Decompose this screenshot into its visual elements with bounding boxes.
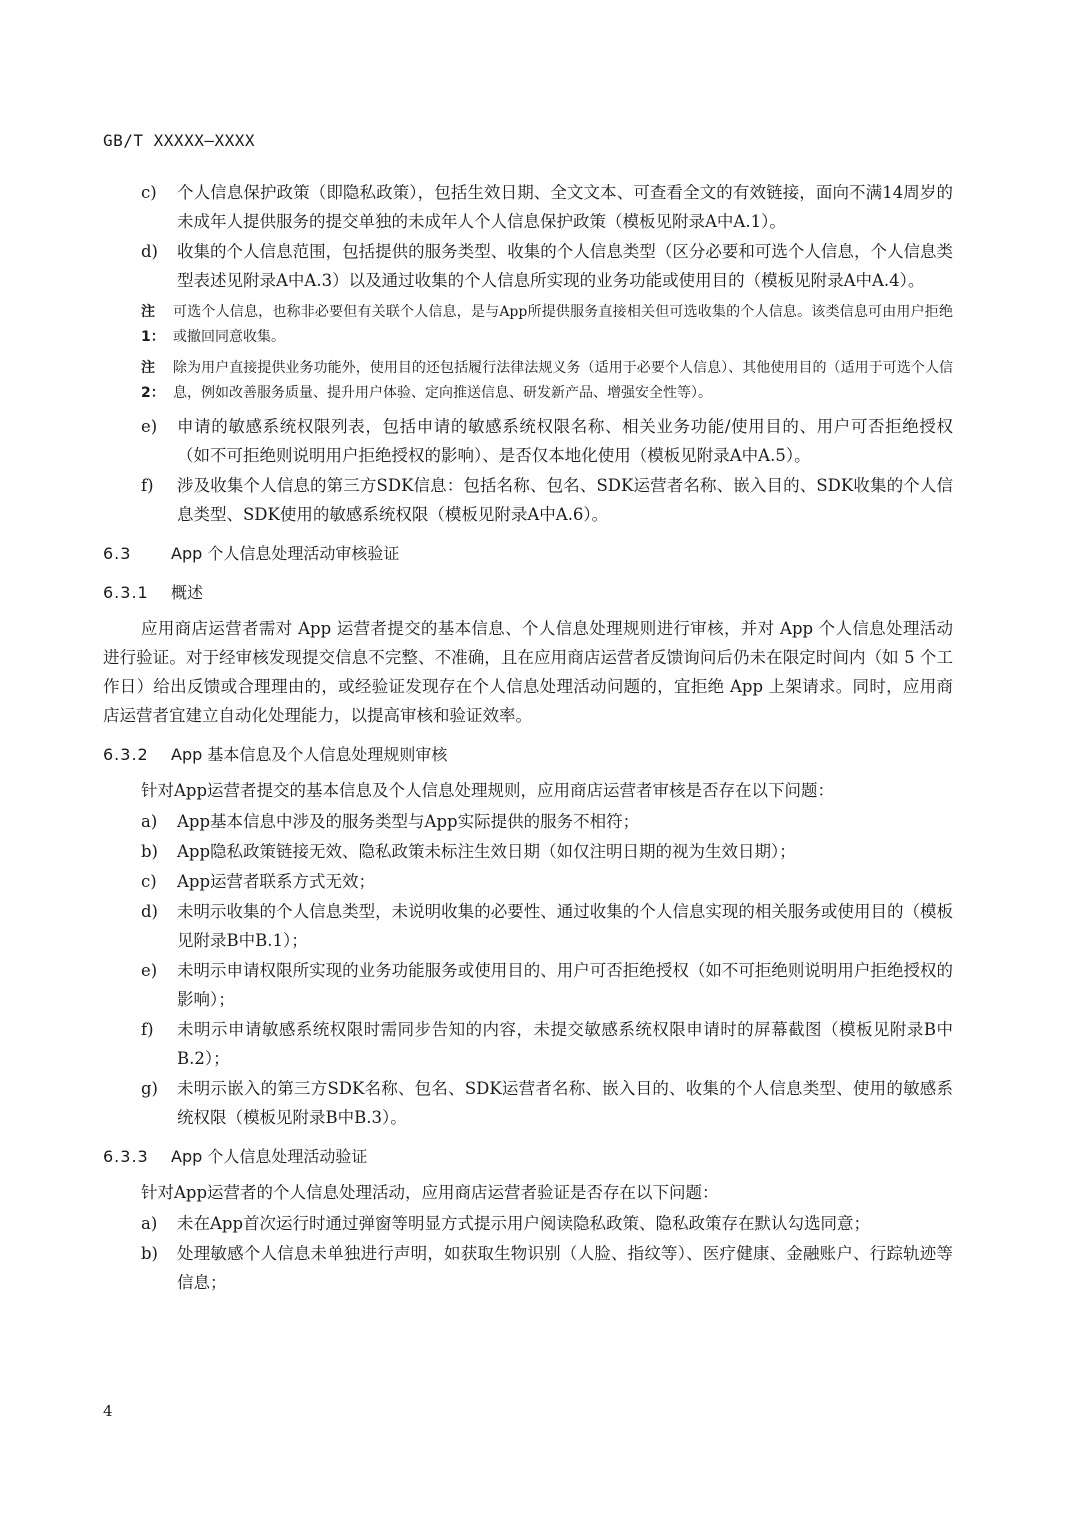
section-title: 概述 [171,583,204,602]
section-number: 6.3.1 [103,583,149,602]
list-text: 处理敏感个人信息未单独进行声明，如获取生物识别（人脸、指纹等）、医疗健康、金融账户、行踪轨迹等信息； [177,1244,953,1292]
list-text: 未明示收集的个人信息类型，未说明收集的必要性、通过收集的个人信息实现的相关服务或使用目的（模板见附录B中B.1）； [177,902,953,950]
list-item [103,837,953,866]
list-label: b) [141,1244,158,1263]
list-text: 涉及收集个人信息的第三方SDK信息：包括名称、包名、SDK运营者名称、嵌入目的、SDK收集的个人信息类型、SDK使用的敏感系统权限（模板见附录A中A.6）。 [177,476,953,524]
list-item [103,956,953,1014]
list-item [103,178,953,236]
paragraph-overview: 应用商店运营者需对 App 运营者提交的基本信息、个人信息处理规则进行审核，并对 App 个人信息处理活动进行验证。对于经审核发现提交信息不完整、不准确，且在应用商店运营者反馈询问后仍未在限定时间内（如 5 个工作日）给出反馈或合理理由的，或经验证发现存在个人信息处理活动问题的，宜拒绝 App 上架请求。同时，应用商店运营者宜建立自动化处理能力，以提高审核和验证效率。 [103,619,953,725]
note-1 [103,300,953,350]
list-label: e) [141,417,158,436]
list-item [103,1239,953,1297]
list-label: f) [141,1020,154,1039]
standard-code-header: GB/T XXXXX—XXXX [103,131,255,150]
list-label: d) [141,902,158,921]
list-label: a) [141,1214,158,1233]
note-text: 可选个人信息，也称非必要但有关联个人信息，是与App所提供服务直接相关但可选收集的个人信息。该类信息可由用户拒绝或撤回同意收集。 [173,304,953,345]
list-label: c) [141,872,157,891]
list-text: App隐私政策链接无效、隐私政策未标注生效日期（如仅注明日期的视为生效日期）； [177,842,796,861]
list-text: App运营者联系方式无效； [177,872,376,891]
list-item [103,1074,953,1132]
list-item [103,412,953,470]
list-text: 未明示嵌入的第三方SDK名称、包名、SDK运营者名称、嵌入目的、收集的个人信息类型、使用的敏感系统权限（模板见附录B中B.3）。 [177,1079,953,1127]
list-label: c) [141,183,157,202]
list-label: b) [141,842,158,861]
section-number: 6.3.2 [103,745,149,764]
list-label: g) [141,1079,158,1098]
section-heading-6-3-3 [103,1143,953,1171]
list-item [103,867,953,896]
list-text: 申请的敏感系统权限列表，包括申请的敏感系统权限名称、相关业务功能/使用目的、用户可否拒绝授权（如不可拒绝则说明用户拒绝授权的影响）、是否仅本地化使用（模板见附录A中A.5）。 [177,417,953,465]
list-item [103,471,953,529]
list-text: 未明示申请敏感系统权限时需同步告知的内容，未提交敏感系统权限申请时的屏幕截图（模板见附录B中B.2）； [177,1020,953,1068]
note-label: 注2： [141,360,165,401]
list-label: e) [141,961,158,980]
list-label: f) [141,476,154,495]
note-2 [103,356,953,406]
paragraph-review-intro: 针对App运营者提交的基本信息及个人信息处理规则，应用商店运营者审核是否存在以下问题： [141,781,835,800]
list-label: a) [141,812,158,831]
list-text: 收集的个人信息范围，包括提供的服务类型、收集的个人信息类型（区分必要和可选个人信息，个人信息类型表述见附录A中A.3）以及通过收集的个人信息所实现的业务功能或使用目的（模板见附录A中A.4）。 [177,242,953,290]
section-number: 6.3.3 [103,1147,149,1166]
list-text: 个人信息保护政策（即隐私政策），包括生效日期、全文文本、可查看全文的有效链接，面向不满14周岁的未成年人提供服务的提交单独的未成年人个人信息保护政策（模板见附录A中A.1）。 [177,183,953,231]
list-text: 未在App首次运行时通过弹窗等明显方式提示用户阅读隐私政策、隐私政策存在默认勾选同意； [177,1214,871,1233]
section-heading-6-3-2 [103,741,953,769]
list-item [103,1015,953,1073]
paragraph-verification-intro: 针对App运营者的个人信息处理活动，应用商店运营者验证是否存在以下问题： [141,1183,719,1202]
note-text: 除为用户直接提供业务功能外，使用目的还包括履行法律法规义务（适用于必要个人信息）、其他使用目的（适用于可选个人信息，例如改善服务质量、提升用户体验、定向推送信息、研发新产品、增强安全性等）。 [173,360,953,401]
list-text: App基本信息中涉及的服务类型与App实际提供的服务不相符； [177,812,640,831]
page-number: 4 [103,1402,113,1420]
list-text: 未明示申请权限所实现的业务功能服务或使用目的、用户可否拒绝授权（如不可拒绝则说明用户拒绝授权的影响）； [177,961,953,1009]
document-body [103,178,953,1298]
list-item [103,1209,953,1238]
list-label: d) [141,242,158,261]
list-item [103,807,953,836]
list-item [103,897,953,955]
section-heading-6-3-1 [103,579,953,607]
list-item [103,237,953,295]
section-title: App 基本信息及个人信息处理规则审核 [171,745,448,764]
section-heading-6-3 [103,540,953,568]
section-title: App 个人信息处理活动审核验证 [171,544,400,563]
note-label: 注1： [141,304,165,345]
section-number: 6.3 [103,544,132,563]
section-title: App 个人信息处理活动验证 [171,1147,368,1166]
